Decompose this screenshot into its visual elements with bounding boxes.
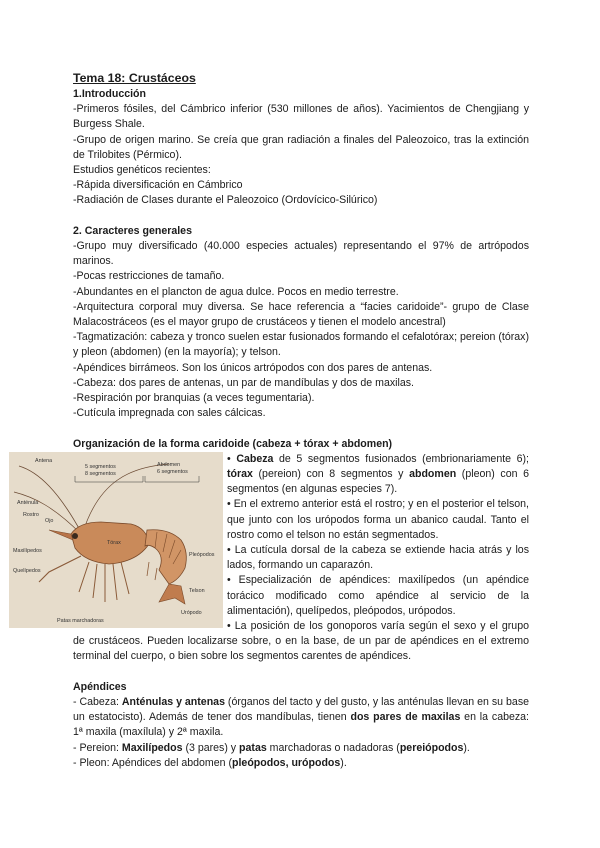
document-content bbox=[13, 71, 530, 771]
text-run: de 5 segmentos fusionados (embrionariamente 6); bbox=[273, 452, 530, 465]
shrimp-anatomy-figure bbox=[9, 452, 223, 628]
paragraph: -Respiración por branquias (a veces tegumentaria). bbox=[73, 392, 315, 405]
text-run: (pleon) con 6 segmentos (en algunas especies 7). bbox=[227, 468, 529, 496]
section-heading-apendices: Apéndices bbox=[73, 680, 127, 693]
spacer bbox=[73, 209, 529, 224]
section-heading-organizacion: Organización de la forma caridoide (cabeza + tórax + abdomen) bbox=[73, 437, 393, 450]
figure-label: 5 segmentos bbox=[85, 463, 116, 470]
figure-label: Abdomen bbox=[157, 461, 181, 468]
figure-label: Urópodo bbox=[181, 609, 202, 616]
text-run: en la cabeza: 1ª maxila (maxílula) y 2ª maxila. bbox=[73, 711, 529, 739]
text-run: (3 pares) y bbox=[182, 741, 240, 754]
figure-label: 8 segmentos bbox=[85, 470, 116, 477]
text-run: - Pleon: Apéndices del abdomen ( bbox=[73, 756, 233, 769]
paragraph: -Rápida diversificación en Cámbrico bbox=[73, 179, 243, 192]
text-run: La cutícula dorsal de la cabeza se extiende hacia atrás y los lados, formando un caparazón. bbox=[227, 544, 529, 572]
text-run: (órganos del tacto y del gusto, y las anténulas llevan en su base un estatocisto). Además de tener dos mandíbulas, tienen bbox=[73, 696, 530, 724]
paragraph: -Pocas restricciones de tamaño. bbox=[73, 270, 225, 283]
text-run: La posición de los gonoporos varía según el sexo y el grupo de crustáceos. Pueden localizarse sobre, o en la base, de un par de apéndices en el extremo terminal del cuerpo, o bien sobre los segmentos carentes de apéndices. bbox=[73, 620, 529, 663]
bold-term: pleópodos, urópodos bbox=[232, 756, 341, 769]
figure-block bbox=[13, 452, 530, 665]
document-title: Tema 18: Crustáceos bbox=[73, 71, 196, 85]
text-run: ). bbox=[340, 756, 347, 769]
bullet-glyph: • bbox=[227, 620, 231, 633]
paragraph: -Arquitectura corporal muy diversa. Se hace referencia a “facies caridoide”- grupo de Clase Malacostráceos (es el mayor grupo de crustáceos y tienen el modelo ancestral) bbox=[73, 300, 529, 329]
text-run: - Pereion: bbox=[73, 741, 122, 754]
spacer bbox=[73, 665, 529, 680]
bold-term: patas bbox=[239, 741, 267, 754]
figure-label: Anténula bbox=[17, 499, 39, 506]
figure-label: Maxilípedos bbox=[13, 547, 42, 554]
paragraph bbox=[73, 756, 529, 771]
text-run: ). bbox=[463, 741, 470, 754]
text-run: marchadoras o nadadoras ( bbox=[266, 741, 400, 754]
spacer bbox=[73, 421, 529, 436]
paragraph: -Radiación de Clases durante el Paleozoico (Ordovícico-Silúrico) bbox=[73, 194, 378, 207]
bold-term: pereiópodos bbox=[399, 741, 464, 754]
figure-label: Pleópodos bbox=[189, 551, 215, 558]
paragraph: -Grupo muy diversificado (40.000 especies actuales) representando el 97% de artrópodos marinos. bbox=[73, 240, 529, 268]
bullet-glyph: • bbox=[227, 498, 231, 511]
bullet-glyph: • bbox=[227, 452, 231, 465]
bullet-glyph: • bbox=[227, 574, 231, 587]
text-run: - Cabeza: bbox=[73, 696, 122, 709]
paragraph bbox=[73, 695, 529, 741]
paragraph: -Tagmatización: cabeza y tronco suelen estar fusionados formando el cefalotórax; pereion (tórax) y pleon (abdomen) (en la mayoría); y telson. bbox=[73, 331, 529, 359]
paragraph: -Grupo de origen marino. Se creía que gran radiación a finales del Paleozoico, tras la extinción de Trilobites (Pérmico). bbox=[73, 133, 529, 161]
bold-term: Cabeza bbox=[236, 452, 274, 465]
figure-label: Ojo bbox=[45, 517, 54, 524]
eye-shape bbox=[72, 533, 78, 539]
figure-label: 6 segmentos bbox=[157, 468, 188, 475]
bold-term: tórax bbox=[227, 468, 253, 481]
bullet-glyph: • bbox=[227, 544, 231, 557]
bold-term: dos pares de maxilas bbox=[350, 711, 461, 724]
text-run: Especialización de apéndices: maxilípedos (un apéndice torácico modificado como apéndice al servicio de la alimentación), quelípedos, pleópodos, urópodos. bbox=[227, 574, 529, 617]
figure-label: Tórax bbox=[107, 539, 121, 546]
bold-term: Maxilípedos bbox=[121, 741, 183, 754]
paragraph bbox=[73, 741, 529, 756]
figure-label: Telson bbox=[189, 587, 205, 594]
paragraph: -Cutícula impregnada con sales cálcicas. bbox=[73, 407, 266, 420]
paragraph: -Apéndices birrámeos. Son los únicos artrópodos con dos pares de antenas. bbox=[73, 361, 433, 374]
text-run: (pereion) con 8 segmentos y bbox=[252, 468, 410, 481]
figure-label: Antena bbox=[35, 457, 53, 464]
paragraph: Estudios genéticos recientes: bbox=[73, 164, 211, 177]
paragraph: -Abundantes en el plancton de agua dulce. Pocos en medio terrestre. bbox=[73, 285, 399, 298]
figure-label: Rostro bbox=[23, 511, 39, 518]
paragraph: -Primeros fósiles, del Cámbrico inferior (530 millones de años). Yacimientos de Chengjiang y Burgess Shale. bbox=[73, 103, 529, 131]
section-heading-introduccion: 1.Introducción bbox=[73, 88, 146, 100]
paragraph: -Cabeza: dos pares de antenas, un par de mandíbulas y dos de maxilas. bbox=[73, 376, 414, 389]
bold-term: Anténulas y antenas bbox=[121, 696, 225, 709]
figure-label: Quelípedos bbox=[13, 567, 41, 574]
text-run: En el extremo anterior está el rostro; y en el posterior el telson, que junto con los urópodos forma un abanico caudal. Tanto el rostro como el telson no están segmentados. bbox=[227, 498, 529, 541]
figure-label: Patas marchadoras bbox=[57, 617, 104, 624]
section-heading-caracteres: 2. Caracteres generales bbox=[73, 224, 192, 237]
bold-term: abdomen bbox=[409, 468, 457, 481]
